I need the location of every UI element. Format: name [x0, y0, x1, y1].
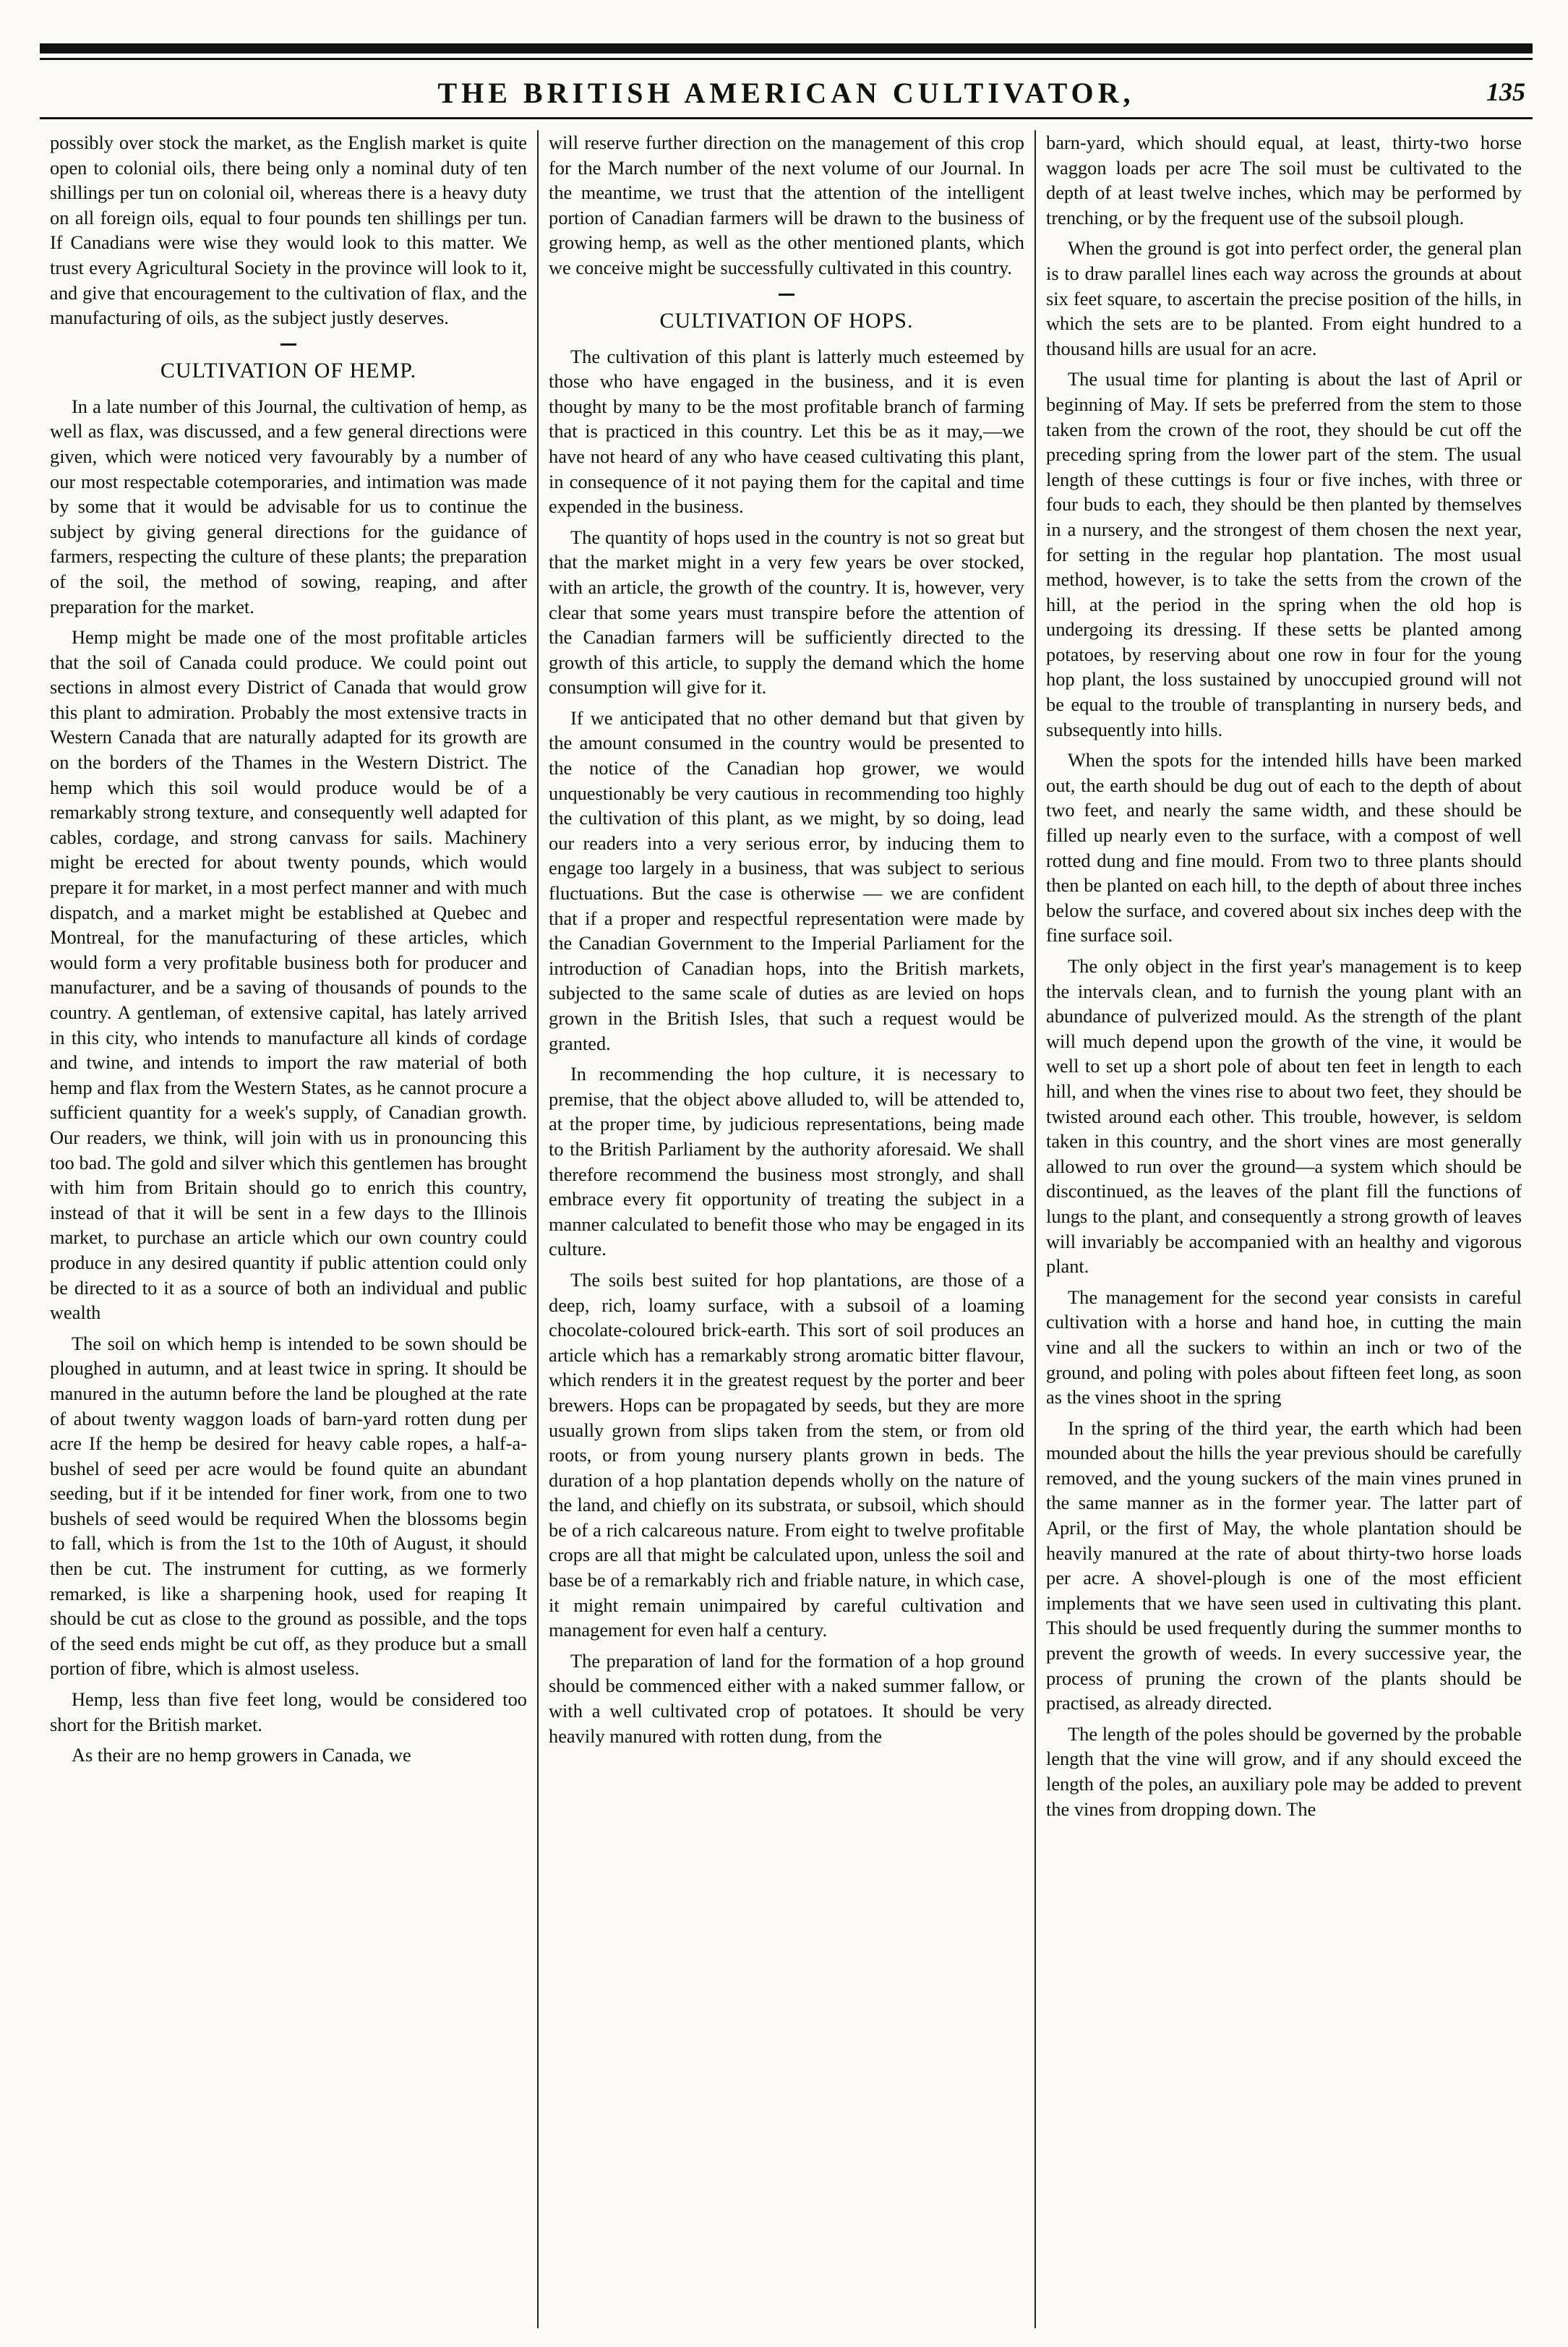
- section-heading-hemp: CULTIVATION OF HEMP.: [160, 358, 417, 382]
- paragraph: The usual time for planting is about the last of April or beginning of May. If sets be preferred from the stem to those taken from the crown of the root, they should be cut off the preceding spring from the lower part of the stem. The usual length of these cuttings is four or five inches, with three or four buds to each, they should be then planted by themselves in a nursery, and the strongest of them chosen the next year, for setting in the regular hop plantation. The most usual method, however, is to take the setts from the crown of the hill, at the period in the spring when the old hop is undergoing its dressing. If these setts be planted among potatoes, by reserving about one row in four for the young hop plant, the loss sustained by unoccupied ground will not be equal to the trouble of transplanting in nursery beds, and subsequently into hills.: [1046, 368, 1522, 740]
- paragraph: Hemp might be made one of the most profitable articles that the soil of Canada could produce. We could point out sections in almost every District of Canada that would grow this plant to admiration. Probably the most extensive tracts in Western Canada that are naturally adapted for its growth are on the borders of the Thames in the Western District. The hemp which this soil would produce would be of a remarkably strong texture, and consequently well adapted for cables, cordage, and strong canvass for sails. Machinery might be erected for about twenty pounds, which would prepare it for market, in a most perfect manner and with much dispatch, and a market might be established at Quebec and Montreal, for the manufacturing of these articles, which would form a very profitable business both for producer and manufacturer, and be a saving of thousands of pounds to the country. A gentleman, of extensive capital, has lately arrived in this city, who intends to manufacture all kinds of cordage and twine, and intends to import the raw material of both hemp and flax from the Western States, as he cannot procure a sufficient quantity for a week's supply, of Canadian growth. Our readers, we think, will join with us in pronouncing this too bad. The gold and silver which this gentlemen has brought with him from Britain should go to enrich this country, instead of that it will be sent in a few days to the Illinois market, to purchase an article which our own country could produce in any desired quantity if public attention could only be directed to it as a source of both an individual and public wealth: [50, 626, 527, 1324]
- column-3: [1034, 130, 1532, 2328]
- section-divider: [50, 336, 527, 351]
- paragraph: If we anticipated that no other demand but that given by the amount consumed in the country would be presented to the notice of the Canadian hop grower, we would unquestionably be very cautious in recommending too highly the cultivation of this plant, as we might, by so doing, lead our readers into a very serious error, by inducing them to engage too largely in a business, that was subject to serious fluctuations. But the case is otherwise — we are confident that if a proper and respectful representation were made by the Canadian Government to the Imperial Parliament for the introduction of Canadian hops, into the British markets, subjected to the same scale of duties as are levied on hops grown in the British Isles, that such a request would be granted.: [549, 706, 1024, 1054]
- masthead-underline: [40, 117, 1533, 119]
- paragraph: When the spots for the intended hills have been marked out, the earth should be dug out of each to the depth of about two feet, and nearly the same width, and these should be filled up nearly even to the surface, with a compost of well rotted dung and fine mould. From two to three plants should then be planted on each hill, to the depth of about three inches below the surface, and covered about six inches deep with the fine surface soil.: [1046, 749, 1522, 946]
- paragraph: possibly over stock the market, as the English market is quite open to colonial oils, there being only a nominal duty of ten shillings per tun on colonial oil, whereas there is a heavy duty on all foreign oils, equal to four pounds ten shillings per tun. If Canadians were wise they would look to this matter. We trust every Agricultural Society in the province will look to it, and give that encouragement to the cultivation of flax, and the manufacturing of oils, as the subject justly deserves.: [50, 132, 527, 329]
- paragraph: barn-yard, which should equal, at least, thirty-two horse waggon loads per acre The soil must be cultivated to the depth of at least twelve inches, which may be performed by trenching, or by the frequent use of the subsoil plough.: [1046, 132, 1522, 228]
- masthead-title: THE BRITISH AMERICAN CULTIVATOR,: [437, 76, 1135, 109]
- paragraph: The soil on which hemp is intended to be sown should be ploughed in autumn, and at least twice in spring. It should be manured in the autumn before the land be ploughed at the rate of about twenty waggon loads of barn-yard rotten dung per acre If the hemp be desired for heavy cable ropes, a half-a-bushel of seed per acre would be found quite an abundant seeding, but if it be intended for finer work, from one to two bushels of seed would be required When the blossoms begin to fall, which is from the 1st to the 10th of August, it should then be cut. The instrument for cutting, as we formerly remarked, is like a sharpening hook, used for reaping It should be cut as close to the ground as possible, and the tops of the seed ends might be cut off, as they produce but a small portion of fibre, which is almost useless.: [50, 1332, 527, 1680]
- paragraph: When the ground is got into perfect order, the general plan is to draw parallel lines each way across the grounds at about six feet square, to ascertain the precise position of the hills, in which the sets are to be planted. From eight hundred to a thousand hills are usual for an acre.: [1046, 237, 1522, 359]
- paragraph: In a late number of this Journal, the cultivation of hemp, as well as flax, was discussed, and a few general directions were given, which were noticed very favourably by a number of our most respectable cotemporaries, and intimation was made by some that it would be advisable for us to continue the subject by giving general directions for the guidance of farmers, respecting the culture of these plants; the preparation of the soil, the method of sowing, reaping, and after preparation for the market.: [50, 395, 527, 617]
- paragraph: In recommending the hop culture, it is necessary to premise, that the object above alluded to, will be attended to, at the proper time, by judicious representations, being made to the British Parliament by the authority aforesaid. We shall therefore recommend the business most strongly, and shall embrace every fit opportunity of treating the subject in a manner calculated to benefit those who may be engaged in its culture.: [549, 1063, 1024, 1260]
- paragraph: The only object in the first year's management is to keep the intervals clean, and to furnish the young plant with an abundance of pulverized mould. As the strength of the plant will much depend upon the growth of the vine, it would be well to set up a short pole of about ten feet in length to each hill, and when the vines rise to about two feet, they should be twisted around each other. This trouble, however, is seldom taken in this country, and the short vines are most generally allowed to run over the ground—a system which should be discontinued, as the leaves of the plant fill the functions of lungs to the plant, and consequently a strong growth of leaves will invariably be accompanied with an healthy and vigorous plant.: [1046, 955, 1522, 1278]
- paragraph: The preparation of land for the formation of a hop ground should be commenced either with a naked summer fallow, or with a well cultivated crop of potatoes. It should be very heavily manured with rotten dung, from the: [549, 1649, 1024, 1747]
- article-columns: [40, 130, 1533, 2328]
- page-number: 135: [1486, 77, 1525, 106]
- paragraph: The soils best suited for hop plantations, are those of a deep, rich, loamy surface, with a subsoil of a loaming chocolate-coloured brick-earth. This sort of soil produces an article which has a remarkably strong aromatic bitter flavour, which renders it in the greatest request by the porter and beer brewers. Hops can be propagated by seeds, but they are more usually grown from slips taken from the stem, or from old roots, or from young nursery plants grown in beds. The duration of a hop plantation depends wholly on the nature of the land, and chiefly on its substrata, or subsoil, which should be of a rich calcareous nature. From eight to twelve profitable crops are all that might be calculated upon, unless the soil and base be of a remarkably rich and friable nature, in which case, it might remain unimpaired by careful cultivation and management for even half a century.: [549, 1268, 1024, 1641]
- paragraph: In the spring of the third year, the earth which had been mounded about the hills the year previous should be carefully removed, and the young suckers of the main vines pruned in the same manner as in the former year. The latter part of April, or the first of May, the whole plantation should be heavily manured at the rate of about thirty-two horse loads per acre. A shovel-plough is one of the most efficient implements that we have seen used in cultivating this plant. This should be used frequently during the summer months to prevent the growth of weeds. In every successive year, the process of pruning the crown of the plants should be practised, as already directed.: [1046, 1416, 1522, 1714]
- paragraph: The cultivation of this plant is latterly much esteemed by those who have engaged in the business, and it is even thought by many to be the most profitable branch of farming that is practiced in this country. Let this be as it may,—we have not heard of any who have ceased cultivating this plant, in consequence of it not paying them for the capital and time expended in the business.: [549, 345, 1024, 518]
- paragraph: The quantity of hops used in the country is not so great but that the market might in a very few years be over stocked, with an article, the growth of the country. It is, however, very clear that some years must transpire before the attention of the Canadian farmers will be sufficiently directed to the growth of this article, to supply the demand which the home consumption will give for it.: [549, 526, 1024, 698]
- masthead: [40, 71, 1533, 114]
- newspaper-page: [40, 43, 1533, 2328]
- paragraph: The management for the second year consists in careful cultivation with a horse and hand hoe, in cutting the main vine and all the suckers to within an inch or two of the ground, and poling with poles about fifteen feet long, as soon as the vines shoot in the spring: [1046, 1286, 1522, 1408]
- paragraph: The length of the poles should be governed by the probable length that the vine will grow, and if any should exceed the length of the poles, an auxiliary pole may be added to prevent the vines from dropping down. The: [1046, 1722, 1522, 1820]
- column-1: [40, 130, 537, 2328]
- paragraph: As their are no hemp growers in Canada, we: [72, 1744, 411, 1766]
- column-2: [537, 130, 1034, 2328]
- section-heading-hops: CULTIVATION OF HOPS.: [659, 308, 914, 333]
- paragraph: will reserve further direction on the management of this crop for the March number of the next volume of our Journal. In the meantime, we trust that the attention of the intelligent portion of Canadian farmers will be drawn to the business of growing hemp, as well as the other mentioned plants, which we conceive might be successfully cultivated in this country.: [549, 132, 1024, 278]
- section-divider: [549, 286, 1024, 301]
- header-rule-thin: [40, 58, 1533, 60]
- header-rule-thick: [40, 43, 1533, 54]
- paragraph: Hemp, less than five feet long, would be considered too short for the British market.: [50, 1688, 527, 1735]
